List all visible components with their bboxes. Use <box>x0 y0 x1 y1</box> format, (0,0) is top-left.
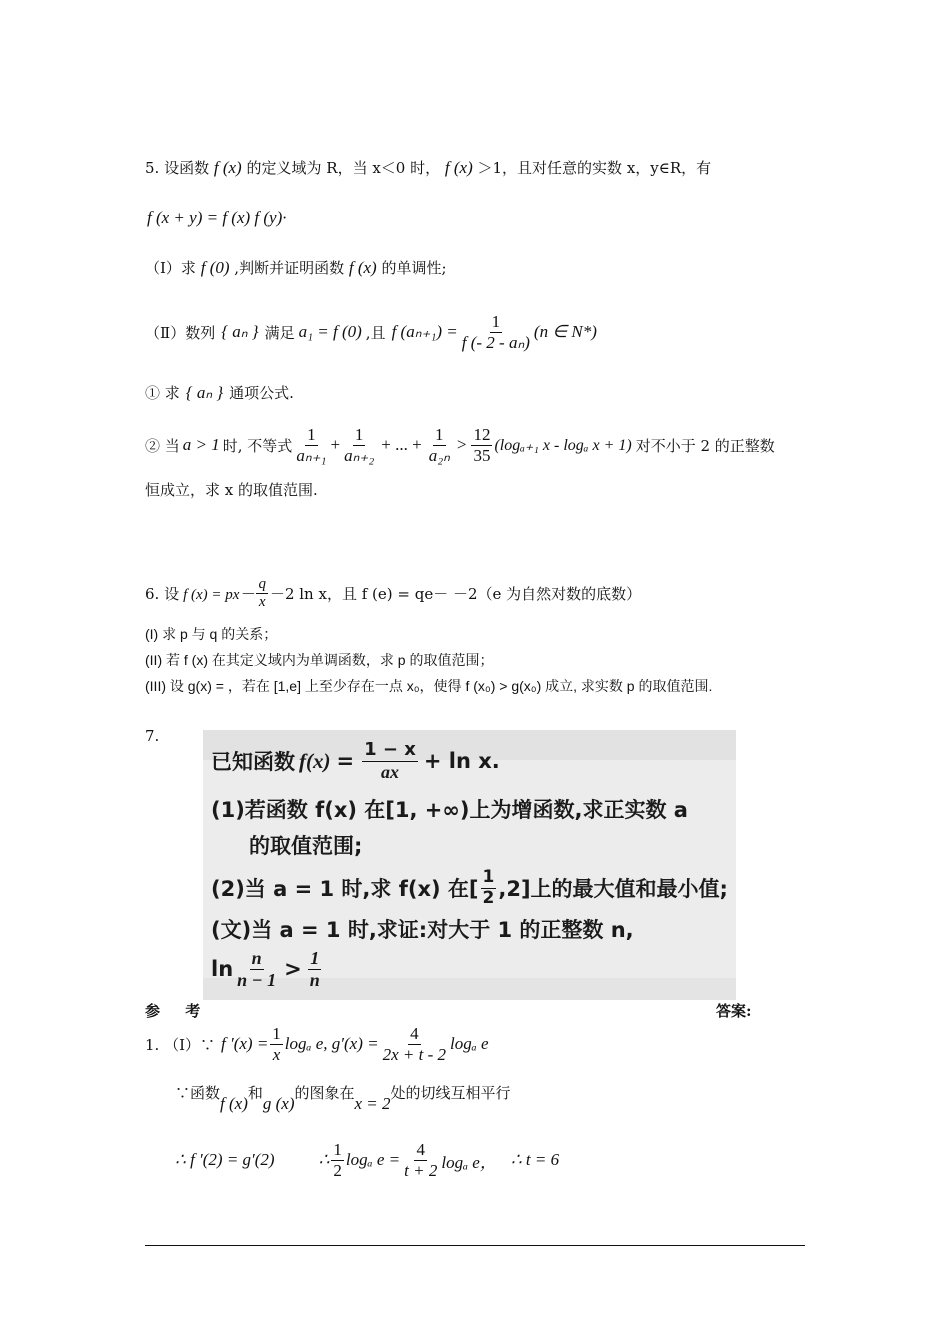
a2-and: 和 <box>247 1084 263 1102</box>
scan-l6-rfrac <box>308 948 322 990</box>
scan-l6-num: n <box>251 948 262 968</box>
scan-frac-den: ax <box>380 761 399 782</box>
answers-heading-left: 参 考 <box>145 1002 211 1020</box>
q5-rec-num: 1 <box>491 312 501 331</box>
q5-rec-left: f (aₙ₊₁) = <box>391 322 458 342</box>
a2-f: f (x) <box>220 1094 248 1113</box>
q5-rec-den: f (- 2 - aₙ) <box>461 332 530 352</box>
a1-fp: f ′(x) = <box>221 1034 269 1054</box>
q5-sub2-mid: 时, 不等式 <box>222 436 293 455</box>
q5-ineq-rhs-num: 12 <box>473 425 491 444</box>
scan-l6-frac <box>235 948 278 990</box>
q6-def-a: f (x) = px－ <box>183 587 255 604</box>
scan-line5: (文)当 a = 1 时,求证:对大于 1 的正整数 n, <box>211 918 634 942</box>
q5-f0: f (0) <box>200 258 230 277</box>
scan-line4-a: (2)当 a = 1 时,求 f(x) 在[ <box>211 877 479 902</box>
q5-line1-prefix: 5. 设函数 <box>145 159 210 177</box>
scan-l6-rden: n <box>309 969 320 990</box>
q5-sub2 <box>145 425 775 465</box>
scan-fx: f(x) <box>299 748 331 773</box>
scan-frac-num: 1 − x <box>364 739 416 760</box>
q5-fx: f (x) <box>213 158 242 177</box>
scan-line1 <box>211 740 500 782</box>
q5-sub2-prefix: ② 当 <box>145 436 180 455</box>
a1-tail: logₐ e <box>450 1034 489 1054</box>
q6-frac <box>256 576 268 612</box>
q5-part1-tail: 的单调性; <box>381 259 447 277</box>
scan-eq: = <box>336 749 355 774</box>
q5-a1-eq: a₁ = f (0) <box>298 322 362 342</box>
q6-def-b: －2 ln x，且 f (e) = qe－ －2（e 为自然对数的底数） <box>269 585 642 604</box>
q5-sub2-cond: a > 1 <box>182 435 220 455</box>
q5-part1-prefix: （Ⅰ）求 <box>145 259 196 277</box>
q5-sub1 <box>145 382 294 403</box>
scan-line4 <box>211 868 728 908</box>
q5-ineq-term3 <box>427 425 452 465</box>
q5-ineq-dots: + ... + <box>381 435 422 455</box>
a3-frac2-num: 4 <box>416 1140 425 1159</box>
q5-sub2-line2: 恒成立，求 x 的取值范围. <box>145 481 318 499</box>
q6-part-iii: (III) 设 g(x) = ，若在 [1,e] 上至少存在一点 x₀，使得 f (x₀) > g(x₀) 成立, 求实数 p 的取值范围. <box>145 678 713 694</box>
q7-label: 7. <box>145 727 160 745</box>
scan-line1-b: + ln x. <box>423 749 500 774</box>
q5-ineq-num3: 1 <box>435 425 444 444</box>
q5-ineq-num1: 1 <box>307 425 316 444</box>
scan-frac <box>362 740 418 782</box>
q6-frac-den: x <box>258 594 266 611</box>
q5-ineq-rhs-frac <box>471 425 492 465</box>
q5-rec-frac <box>460 312 532 352</box>
q5-sub1-prefix: ① 求 <box>145 384 180 402</box>
q5-line1 <box>145 157 711 178</box>
q7-scanned-image <box>203 730 736 1000</box>
a1-mid: logₐ e, g′(x) = <box>284 1034 379 1054</box>
q6-frac-num: q <box>256 576 268 594</box>
q5-ineq-den2: aₙ₊₂ <box>344 445 375 465</box>
q5-rec-cond: (n ∈ N*) <box>533 322 597 342</box>
a2-prefix: ∵函数 <box>175 1084 221 1102</box>
scan-line4-b: ,2]上的最大值和最小值; <box>498 877 728 902</box>
a1-prefix: 1. （Ⅰ）∵ <box>145 1035 216 1054</box>
a2-g: g (x) <box>262 1094 295 1113</box>
scan-l6-ln: ln <box>211 957 234 982</box>
q5-fx-2: f (x) <box>444 158 473 177</box>
q5-sub2-tail: 对不小于 2 的正整数 <box>635 436 775 455</box>
a2-mid: 的图象在 <box>294 1084 355 1102</box>
q5-ineq-num2: 1 <box>354 425 364 444</box>
a1-frac2 <box>381 1024 448 1064</box>
q6-part-i: (I) 求 p 与 q 的关系； <box>145 626 278 642</box>
scan-line3: 的取值范围; <box>249 834 363 858</box>
q5-line2: f (x + y) = f (x) f (y)· <box>147 208 287 227</box>
a1-frac2-num: 4 <box>410 1024 419 1043</box>
a3-frac1-num: 1 <box>333 1140 342 1159</box>
q5-sub1-an: { aₙ } <box>185 382 224 402</box>
q6-part-ii: (II) 若 f (x) 在其定义域内为单调函数，求 p 的取值范围； <box>145 652 494 668</box>
scan-line1-a: 已知函数 <box>211 750 295 775</box>
q5-line1-mid: 的定义域为 R，当 x＜0 时， <box>246 159 441 177</box>
scan-half-num: 1 <box>482 867 495 887</box>
scan-half-den: 2 <box>482 887 495 908</box>
q5-fx-3: f (x) <box>348 258 377 277</box>
a2-x: x = 2 <box>354 1094 391 1113</box>
q5-line1-tail: ＞1，且对任意的实数 x，y∈R，有 <box>477 159 712 177</box>
q6-label: 6. 设 <box>145 585 180 604</box>
scan-l6-den: n − 1 <box>237 969 277 990</box>
answer1-line1 <box>145 1024 489 1064</box>
q5-ineq-rhs-tail: (logₐ₊₁ x - logₐ x + 1) <box>494 437 632 455</box>
q5-ineq-term2 <box>342 425 376 465</box>
answer1-line3 <box>175 1140 559 1180</box>
scan-line6 <box>211 948 324 990</box>
scan-line2: (1)若函数 f(x) 在[1, +∞)上为增函数,求正实数 a <box>211 798 688 822</box>
q5-ineq-plus: + <box>330 435 341 455</box>
q5-an-set: { aₙ } <box>221 322 259 342</box>
a3-a: ∴ f ′(2) = g′(2) <box>175 1150 275 1170</box>
a3-b: ∴ <box>318 1150 330 1170</box>
a3-c: logₐ e = <box>345 1150 401 1170</box>
answer1-line2 <box>175 1082 511 1114</box>
q5-part2-and: ,且 <box>365 323 386 342</box>
q5-part1 <box>145 257 447 278</box>
a1-frac1-den: x <box>272 1044 281 1064</box>
q5-ineq-term1 <box>294 425 328 465</box>
q5-sub1-tail: 通项公式. <box>229 384 294 402</box>
a3-frac2 <box>402 1140 439 1180</box>
a2-tail: 处的切线互相平行 <box>390 1084 511 1102</box>
q5-part1-mid: ,判断并证明函数 <box>234 259 345 277</box>
q5-part2-prefix: （Ⅱ）数列 <box>145 323 216 342</box>
a1-frac1-num: 1 <box>272 1024 281 1043</box>
q5-ineq-rhs-den: 35 <box>473 445 491 465</box>
a1-frac2-den: 2x + t - 2 <box>382 1044 447 1064</box>
a3-d: logₐ e， <box>441 1152 497 1172</box>
a3-frac2-den: t + 2 <box>404 1160 438 1180</box>
a3-e: ∴ t = 6 <box>510 1150 560 1170</box>
a1-frac1 <box>270 1024 283 1064</box>
scan-l6-gt: > <box>284 957 302 982</box>
q6-line1 <box>145 576 641 612</box>
q5-part2-mid: 满足 <box>264 323 295 342</box>
a3-frac1 <box>331 1140 344 1180</box>
q5-ineq-gt: > <box>456 435 467 455</box>
q5-ineq-den3: a₂ₙ <box>428 445 450 465</box>
q5-part2 <box>145 312 597 352</box>
scan-half <box>481 868 497 908</box>
scan-l6-rnum: 1 <box>310 948 320 968</box>
a3-frac1-den: 2 <box>333 1160 342 1180</box>
answers-heading-right: 答案: <box>716 1002 752 1020</box>
q5-ineq-den1: aₙ₊₁ <box>296 445 327 465</box>
footer-rule <box>145 1245 805 1246</box>
